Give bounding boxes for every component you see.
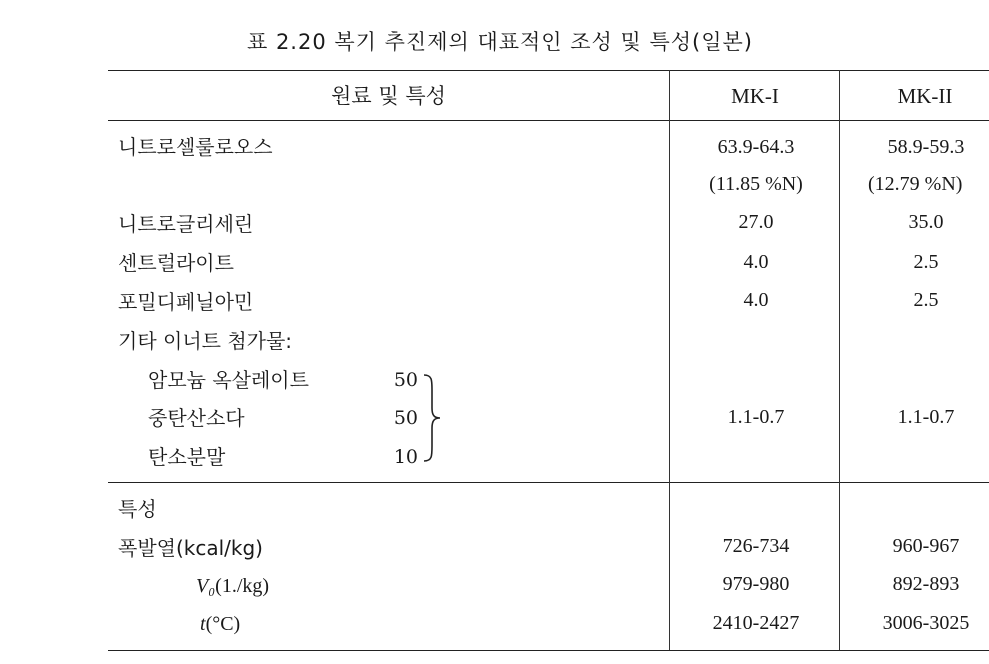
temperature-unit: (°C): [205, 613, 241, 635]
header-mk2: MK-II: [897, 84, 953, 108]
additive-label-carbon-powder: 탄소분말: [148, 445, 226, 469]
bottom-rule: [108, 650, 989, 651]
mk1-inert-additives: 1.1-0.7: [727, 406, 785, 428]
mk2-inert-additives: 1.1-0.7: [897, 406, 955, 428]
top-rule: [108, 70, 989, 71]
additive-label-ammonium-oxalate: 암모늄 옥살레이트: [148, 368, 309, 392]
row-label-centralite: 센트럴라이트: [118, 251, 234, 275]
header-label: 원료 및 특성: [331, 84, 446, 108]
table-caption: 표 2.20 복기 추진제의 대표적인 조성 및 특성(일본): [246, 30, 754, 54]
mk1-nitrocellulose: 63.9-64.3: [717, 136, 795, 158]
mk1-temperature: 2410-2427: [712, 612, 800, 634]
right-brace-icon: [420, 372, 444, 464]
additive-ratio-ammonium-oxalate: 50: [393, 369, 418, 391]
mk2-nitrocellulose-note: (12.79 %N): [868, 173, 963, 195]
mk2-nitrocellulose: 58.9-59.3: [887, 136, 965, 158]
row-label-heat: 폭발열(kcal/kg): [118, 536, 263, 560]
mk1-diphenylamine: 4.0: [743, 289, 769, 311]
additive-ratio-carbon-powder: 10: [393, 446, 418, 468]
column-divider-1: [669, 70, 670, 650]
row-label-diphenylamine: 포밀디페닐아민: [118, 290, 254, 314]
row-label-inert-additives: 기타 이너트 첨가물:: [118, 329, 293, 353]
mk2-volume: 892-893: [892, 573, 960, 595]
header-rule: [108, 120, 989, 121]
mk1-volume: 979-980: [722, 573, 790, 595]
mk2-diphenylamine: 2.5: [913, 289, 939, 311]
volume-unit: (1./kg): [215, 575, 270, 597]
column-divider-2: [839, 70, 840, 650]
mk2-heat: 960-967: [892, 535, 960, 557]
mk2-centralite: 2.5: [913, 251, 939, 273]
section-rule: [108, 482, 989, 483]
section-label-properties: 특성: [118, 497, 157, 521]
additive-ratio-sodium-bicarbonate: 50: [393, 407, 418, 429]
volume-symbol: V₀: [196, 575, 216, 597]
header-mk1: MK-I: [731, 84, 779, 108]
mk1-nitroglycerin: 27.0: [738, 211, 774, 233]
temperature-symbol: t: [200, 613, 206, 635]
mk2-nitroglycerin: 35.0: [908, 211, 944, 233]
mk1-centralite: 4.0: [743, 251, 769, 273]
row-label-volume: [196, 573, 269, 599]
additive-label-sodium-bicarbonate: 중탄산소다: [148, 406, 245, 430]
mk1-nitrocellulose-note: (11.85 %N): [709, 173, 803, 195]
row-label-temperature: [200, 611, 240, 637]
row-label-nitroglycerin: 니트로글리세린: [118, 212, 254, 236]
mk1-heat: 726-734: [722, 535, 790, 557]
row-label-nitrocellulose: 니트로셀룰로오스: [118, 135, 273, 159]
mk2-temperature: 3006-3025: [882, 612, 970, 634]
